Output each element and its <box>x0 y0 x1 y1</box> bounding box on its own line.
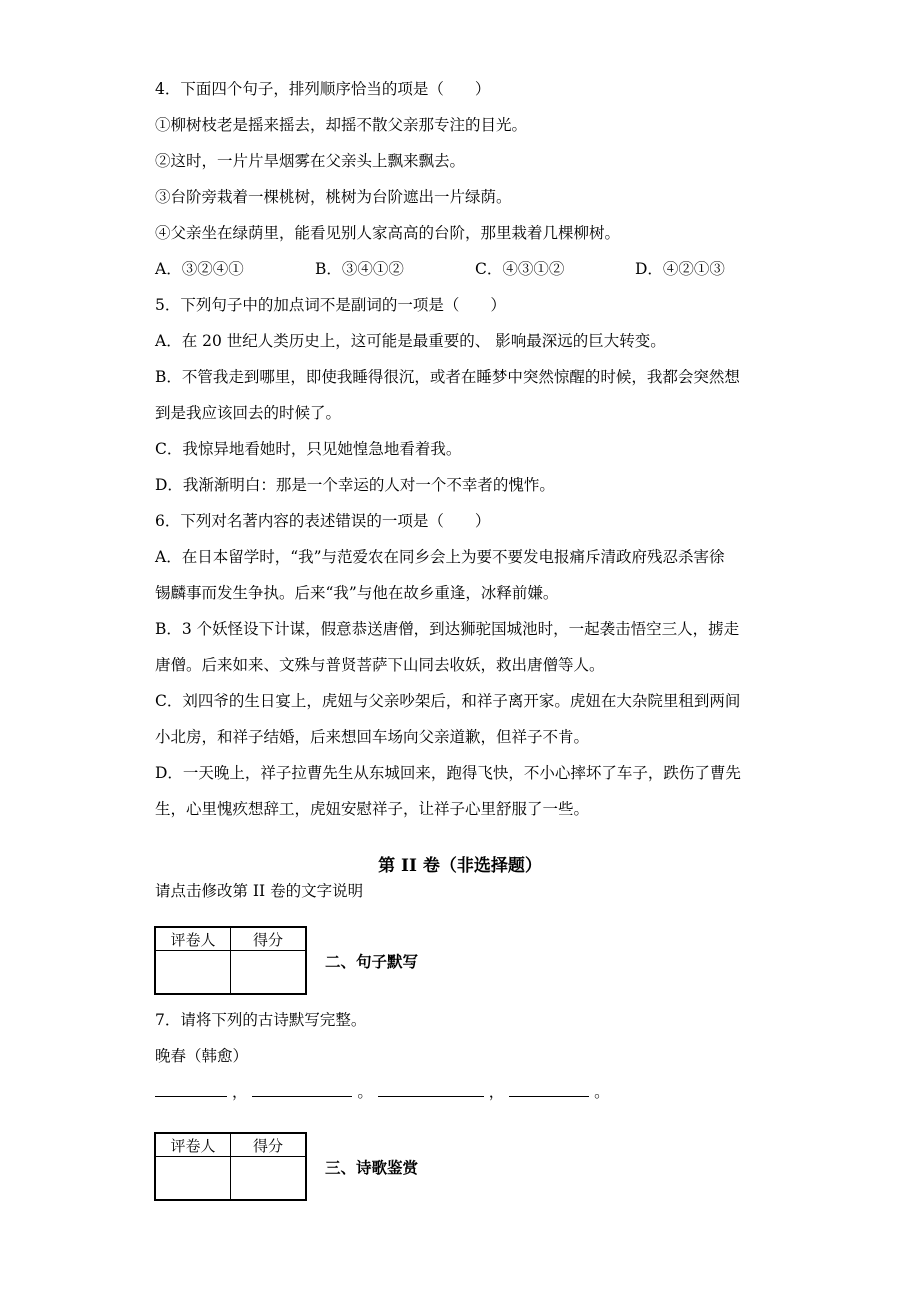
part-2-title: 第 II 卷（非选择题） <box>378 856 542 876</box>
q4-stem: 4．下面四个句子，排列顺序恰当的项是（ ） <box>155 80 491 98</box>
q4-option-d[interactable]: D．④②①③ <box>635 260 725 278</box>
grader-cell[interactable] <box>155 1157 231 1201</box>
q5-option-b-line1[interactable]: B．不管我走到哪里，即使我睡得很沉，或者在睡梦中突然惊醒的时候，我都会突然想 <box>155 368 740 386</box>
grader-cell[interactable] <box>155 951 231 995</box>
q4-option-a[interactable]: A．③②④① <box>155 260 244 278</box>
q6-option-d-line1[interactable]: D．一天晚上，祥子拉曹先生从东城回来，跑得飞快，不小心摔坏了车子，跌伤了曹先 <box>155 764 741 782</box>
q7-stem: 7．请将下列的古诗默写完整。 <box>155 1011 367 1029</box>
q5-stem: 5．下列句子中的加点词不是副词的一项是（ ） <box>155 296 506 314</box>
q6-option-b-line2[interactable]: 唐僧。后来如来、文殊与普贤菩萨下山同去收妖，救出唐僧等人。 <box>155 656 605 674</box>
score-header: 得分 <box>231 927 307 951</box>
q6-option-d-line2[interactable]: 生，心里愧疚想辞工，虎妞安慰祥子，让祥子心里舒服了一些。 <box>155 800 590 818</box>
score-cell[interactable] <box>231 1157 307 1201</box>
q4-option-c[interactable]: C．④③①② <box>475 260 565 278</box>
q5-option-a[interactable]: A．在 20 世纪人类历史上，这可能是最重要的、 影响最深远的巨大转变。 <box>155 332 666 350</box>
poem-blank-4[interactable] <box>509 1082 589 1097</box>
grader-header: 评卷人 <box>155 1133 231 1157</box>
score-table-2 <box>154 1132 307 1201</box>
q6-option-c-line1[interactable]: C．刘四爷的生日宴上，虎妞与父亲吵架后，和祥子离开家。虎妞在大杂院里租到两间 <box>155 692 741 710</box>
grader-header: 评卷人 <box>155 927 231 951</box>
poem-blank-3[interactable] <box>378 1082 484 1097</box>
section-2-heading: 二、句子默写 <box>325 952 419 971</box>
poem-period-2: 。 <box>594 1083 610 1101</box>
q5-option-d[interactable]: D．我渐渐明白：那是一个幸运的人对一个不幸者的愧怍。 <box>155 476 555 494</box>
q4-sentence-2: ②这时，一片片旱烟雾在父亲头上飘来飘去。 <box>155 152 466 170</box>
poem-comma-1: ， <box>231 1083 248 1101</box>
q4-option-b[interactable]: B．③④①② <box>315 260 404 278</box>
poem-blank-1[interactable] <box>155 1082 227 1097</box>
q6-option-b-line1[interactable]: B．3 个妖怪设下计谋，假意恭送唐僧，到达狮驼国城池时，一起袭击悟空三人，掳走 <box>155 620 740 638</box>
score-cell[interactable] <box>231 951 307 995</box>
q6-option-a-line1[interactable]: A．在日本留学时，“我”与范爱农在同乡会上为要不要发电报痛斥清政府残忍杀害徐 <box>155 548 725 566</box>
section-3-heading: 三、诗歌鉴赏 <box>325 1158 419 1177</box>
q4-sentence-3: ③台阶旁栽着一棵桃树，桃树为台阶遮出一片绿荫。 <box>155 188 512 206</box>
q6-stem: 6．下列对名著内容的表述错误的一项是（ ） <box>155 512 491 530</box>
q4-sentence-4: ④父亲坐在绿荫里，能看见别人家高高的台阶，那里栽着几棵柳树。 <box>155 224 621 242</box>
poem-period-1: 。 <box>357 1083 373 1101</box>
q6-option-a-line2[interactable]: 锡麟事而发生争执。后来“我”与他在故乡重逢，冰释前嫌。 <box>155 584 559 602</box>
score-header: 得分 <box>231 1133 307 1157</box>
part-2-note[interactable]: 请点击修改第 II 卷的文字说明 <box>155 882 364 900</box>
q5-option-b-line2[interactable]: 到是我应该回去的时候了。 <box>155 404 342 422</box>
score-table-1 <box>154 926 307 995</box>
q4-sentence-1: ①柳树枝老是摇来摇去，却摇不散父亲那专注的目光。 <box>155 116 528 134</box>
poem-blank-2[interactable] <box>252 1082 352 1097</box>
q6-option-c-line2[interactable]: 小北房，和祥子结婚，后来想回车场向父亲道歉，但祥子不肯。 <box>155 728 590 746</box>
q5-option-c[interactable]: C．我惊异地看她时，只见她惶急地看着我。 <box>155 440 462 458</box>
poem-comma-2: ， <box>488 1083 505 1101</box>
poem-blanks-line <box>155 1082 610 1102</box>
poem-title: 晚春（韩愈） <box>155 1047 249 1065</box>
